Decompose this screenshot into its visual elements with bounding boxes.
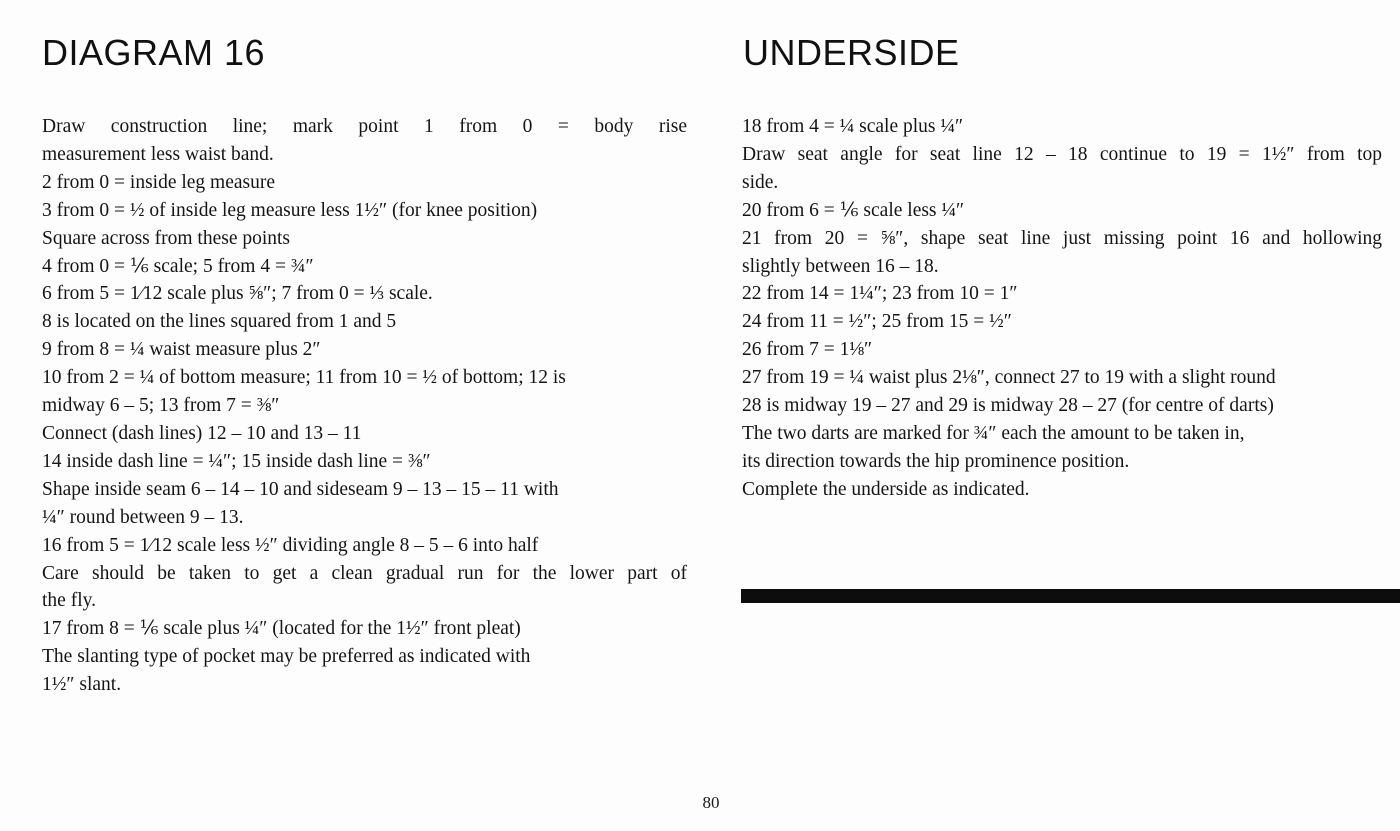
instruction-line: midway 6 – 5; 13 from 7 = ⅜″ [42,395,280,417]
left-instructions [42,113,687,699]
instruction-line: ¼″ round between 9 – 13. [42,506,244,528]
instruction-line: Draw seat angle for seat line 12 – 18 continue to 19 = 1½″ from top [742,143,1382,165]
instruction-line: its direction towards the hip prominence position. [742,450,1130,472]
instruction-line: 3 from 0 = ½ of inside leg measure less 1½″ (for knee position) [42,199,538,221]
instruction-line: 22 from 14 = 1¼″; 23 from 10 = 1″ [742,283,1018,305]
underside-heading: UNDERSIDE [743,32,960,73]
instruction-line: 2 from 0 = inside leg measure [42,171,276,193]
instruction-line: Connect (dash lines) 12 – 10 and 13 – 11 [42,422,362,444]
instruction-line: measurement less waist band. [42,143,274,165]
instruction-line: the fly. [42,590,96,612]
instruction-line: 28 is midway 19 – 27 and 29 is midway 28 – 27 (for centre of darts) [742,395,1274,417]
instruction-line: 21 from 20 = ⅝″, shape seat line just missing point 16 and hollowing [742,227,1382,249]
instruction-line: Complete the underside as indicated. [742,478,1030,500]
instruction-line: 8 is located on the lines squared from 1 and 5 [42,311,397,333]
instruction-line: 16 from 5 = 1⁄12 scale less ½″ dividing angle 8 – 5 – 6 into half [42,534,539,556]
underside-instructions [742,113,1382,504]
instruction-line: side. [742,171,779,193]
instruction-line: 27 from 19 = ¼ waist plus 2⅛″, connect 27 to 19 with a slight round [742,367,1276,389]
instruction-line: 9 from 8 = ¼ waist measure plus 2″ [42,339,321,361]
instruction-line: Shape inside seam 6 – 14 – 10 and sideseam 9 – 13 – 15 – 11 with [42,478,559,500]
instruction-line: 24 from 11 = ½″; 25 from 15 = ½″ [742,311,1012,333]
instruction-line: 1½″ slant. [42,674,122,696]
instruction-line: 14 inside dash line = ¼″; 15 inside dash line = ⅜″ [42,450,431,472]
diagram-heading: DIAGRAM 16 [42,32,266,73]
page-number: 80 [702,793,720,812]
instruction-line: Square across from these points [42,227,291,249]
instruction-line: Care should be taken to get a clean gradual run for the lower part of [42,562,687,584]
instruction-line: slightly between 16 – 18. [742,255,939,277]
instruction-line: The slanting type of pocket may be preferred as indicated with [42,646,531,668]
instruction-line: 17 from 8 = ⅙ scale plus ¼″ (located for the 1½″ front pleat) [42,618,521,640]
instruction-line: 20 from 6 = ⅙ scale less ¼″ [742,199,965,221]
instruction-line: 26 from 7 = 1⅛″ [742,339,873,361]
instruction-line: Draw construction line; mark point 1 from 0 = body rise [42,116,687,137]
instruction-line: 6 from 5 = 1⁄12 scale plus ⅝″; 7 from 0 = ⅓ scale. [42,283,433,305]
section-divider-bar [741,589,1400,603]
instruction-line: The two darts are marked for ¾″ each the amount to be taken in, [742,422,1245,444]
instruction-line: 4 from 0 = ⅙ scale; 5 from 4 = ¾″ [42,255,314,277]
instruction-line: 10 from 2 = ¼ of bottom measure; 11 from 10 = ½ of bottom; 12 is [42,367,566,389]
instruction-line: 18 from 4 = ¼ scale plus ¼″ [742,116,964,137]
